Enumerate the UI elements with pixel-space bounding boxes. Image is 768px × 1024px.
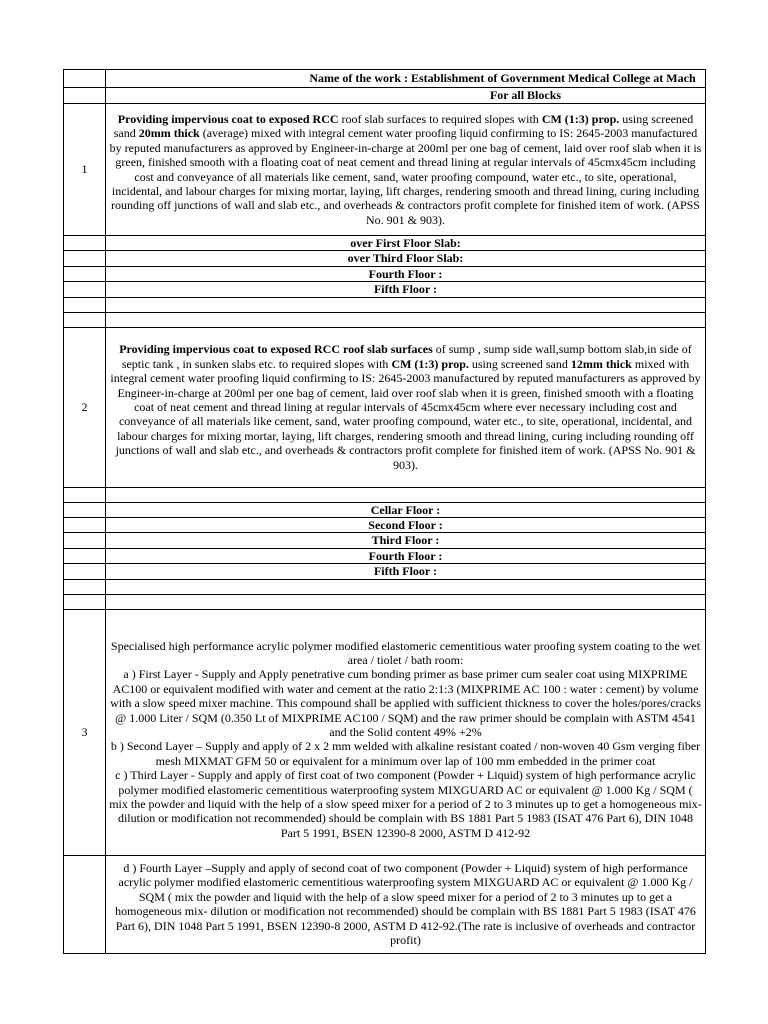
blank-row [64,487,706,502]
floor-label[interactable]: Fourth Floor : [106,548,706,563]
blank-row [64,297,706,312]
desc-bold-text: CM (1:3) prop. [541,111,620,126]
desc-text: using screened sand [113,111,694,141]
floor-row [64,266,706,281]
blank-cell [64,579,106,594]
blank-cell [64,518,106,533]
item-row [64,609,706,855]
floor-row [64,548,706,563]
item-description-continued[interactable] [106,855,706,953]
desc-text: Specialised high performance acrylic polymer modified elastomeric cementitious water proofing system coating to the wet area / tiolet / bath room: a ) First Layer - Supply and Apply penetrative cum bonding primer as base primer cum sealer coat using MIXPRIME AC100 or equivalent modified with water and cement at the ratio 2:1:3 (MIXPRIME AC 100 : water : cement) by volume with a slow speed mixer machine. This compound shall be applied with sufficient thickness to cover the holes/pores/cracks @ 1.000 Liter / SQM (0.350 Lt of MIXPRIME AC100 / SQM) and the raw primer should be complain with ASTM 4541 and the Solid content 49% +2% b ) Second Layer – Supply and apply of 2 x 2 mm welded with alkaline resistant coated / non-woven 40 Gsm verging fiber mesh MIXMAT GFM 50 or equivalent for a minimum over lap of 100 mm embedded in the primer coat c ) Third Layer - Supply and apply of first coat of two component (Powder + Liquid) system of high performance acrylic polymer modified elastomeric cementitious waterproofing system MIXGUARD AC or equivalent @ 1.000 Kg / SQM ( mix the powder and liquid with the help of a slow speed mixer for a period of 2 to 3 minutes up to get a homogeneous mix- dilution or modification not recommended) should be complain with BS 1881 Part 5 1983 (ISAT 476 Part 6), DIN 1048 Part 5 1991, BSEN 12390-8 2000, ASTM D 412-92 [109,638,702,840]
desc-bold-text: Providing impervious coat to exposed RCC [117,111,339,126]
desc-bold-text: Providing impervious coat to exposed RCC roof slab surfaces [119,342,433,357]
item-number[interactable]: 1 [64,104,106,236]
blank-row [64,312,706,327]
blank-cell [64,251,106,266]
floor-label[interactable]: Fourth Floor : [106,266,706,281]
item-row-continued [64,855,706,953]
desc-text: mixed with integral cement water proofing liquid confirming to IS: 2645-2003 manufactured by reputed manufacturers as approved by Engineer-in-charge at 200ml per one bag of cement, laid over roof slab when it is green, finished smooth with a floating coat of neat cement and thread lining at regular intervals of 45cmx45cm where ever necessary including cost and conveyance of all materials like cement, sand, water proofing compound, water etc., to site, operational, incidental, and labour charges for mixing mortar, laying, lift charges, rendering smooth and thread lining, curing including rounding off junctions of wall and slab etc., and overheads & contractors profit complete for finished item of work. (APSS No. 901 & 903). [110,356,701,472]
desc-bold-text: CM (1:3) prop. [391,356,469,371]
floor-label[interactable]: Fifth Floor : [106,564,706,579]
item-description[interactable] [106,104,706,236]
blank-cell [64,236,106,251]
floor-row [64,518,706,533]
blocks-cell[interactable] [106,88,706,104]
blank-cell [64,266,106,281]
item-number[interactable]: 2 [64,327,106,487]
estimate-table [63,69,706,954]
floor-label[interactable]: Second Floor : [106,518,706,533]
floor-label[interactable]: over Third Floor Slab: [106,251,706,266]
blank-cell [64,594,106,609]
floor-label[interactable]: Third Floor : [106,533,706,548]
header-blank-cell [64,88,106,104]
work-name-title: Name of the work : Establishment of Government Medical College at Mach [309,71,696,86]
item-row [64,327,706,487]
blank-cell [64,487,106,502]
blank-cell [64,564,106,579]
blank-cell [64,502,106,517]
floor-row [64,251,706,266]
blank-cell [64,548,106,563]
floor-label[interactable]: Fifth Floor : [106,282,706,297]
header-row-work-name [64,70,706,88]
blank-cell [64,855,106,953]
blank-cell[interactable] [106,579,706,594]
work-name-cell[interactable] [106,70,706,88]
floor-label[interactable]: over First Floor Slab: [106,236,706,251]
blocks-title: For all Blocks [489,88,562,103]
blank-cell [64,312,106,327]
floor-row [64,502,706,517]
floor-row [64,282,706,297]
blank-cell [64,533,106,548]
floor-label[interactable]: Cellar Floor : [106,502,706,517]
desc-bold-text: 20mm thick [138,126,200,141]
desc-text: (average) mixed with integral cement water proofing liquid confirming to IS: 2645-2003 manufactured by reputed manufacturers as approved by Engineer-in-charge at 200ml per one bag of cement, laid over roof slab when it is green, finished smooth with a floating coat of neat cement and thread lining at regular intervals of 45cmx45cm including cost and conveyance of all materials like cement, sand, water proofing compound, water etc., to site, operational, incidental, and labour charges for mixing mortar, laying, lift charges, rendering smooth and thread lining, curing including rounding off junctions of wall and slab etc., and overheads & contractors profit complete for finished item of work. (APSS No. 901 & 903). [109,126,702,227]
desc-bold-text: 12mm thick [570,356,632,371]
blank-row [64,579,706,594]
floor-row [64,533,706,548]
item-description[interactable] [106,609,706,855]
header-row-blocks [64,88,706,104]
desc-text: using screened sand [468,356,571,371]
blank-cell [64,297,106,312]
item-description[interactable] [106,327,706,487]
blank-cell[interactable] [106,297,706,312]
floor-row [64,564,706,579]
blank-cell[interactable] [106,487,706,502]
desc-text: of sump , sump side wall,sump bottom slab,in side of septic tank , in sunken slabs etc. to required slopes with [121,342,692,371]
floor-row [64,236,706,251]
item-row [64,104,706,236]
blank-row [64,594,706,609]
desc-text: d ) Fourth Layer –Supply and apply of second coat of two component (Powder + Liquid) system of high performance acrylic polymer modified elastomeric cementitious waterproofing system MIXGUARD AC or equivalent @ 1.000 Kg / SQM ( mix the powder and liquid with the help of a slow speed mixer for a period of 2 to 3 minutes up to get a homogeneous mix- dilution or modification not recommended) should be complain with BS 1881 Part 5 1983 (ISAT 476 Part 6), DIN 1048 Part 5 1991, BSEN 12390-8 2000, ASTM D 412-92.(The rate is inclusive of overheads and contractor profit) [115,860,696,947]
blank-cell[interactable] [106,594,706,609]
item-number[interactable]: 3 [64,609,106,855]
blank-cell [64,282,106,297]
desc-text: roof slab surfaces to required slopes with [338,111,542,126]
header-blank-cell [64,70,106,88]
blank-cell[interactable] [106,312,706,327]
